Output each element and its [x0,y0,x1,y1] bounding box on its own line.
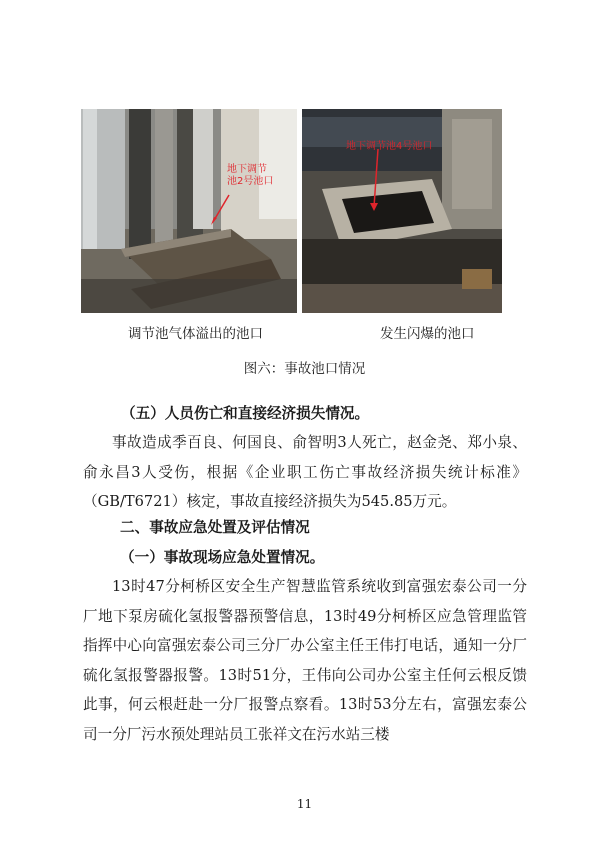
left-photo-annotation-line2: 池2号池口 [227,176,274,187]
photo-overflow-pit [81,109,297,313]
section-two-sub1-body: 13时47分柯桥区安全生产智慧监管系统收到富强宏泰公司一分厂地下泵房硫化氢报警器预警信息，13时49分柯桥区应急管理监管指挥中心向富强宏泰公司三分厂办公室主任王伟打电话，通知一分厂硫化氢报警器报警。13时51分，王伟向公司办公室主任何云根反馈此事，何云根赶赴一分厂报警点察看。13时53分左右，富强宏泰公司一分厂污水预处理站员工张祥文在污水站三楼 [83,578,527,743]
right-photo-caption: 发生闪爆的池口 [380,326,475,342]
section5-heading: （五）人员伤亡和直接经济损失情况。 [121,405,370,422]
section5-body: 事故造成季百良、何国良、俞智明3人死亡，赵金尧、郑小泉、俞永昌3人受伤，根据《企业职工伤亡事故经济损失统计标准》（GB/T6721）核定，事故直接经济损失为545.85万元。 [83,434,527,510]
photo-flash-explosion-pit [302,109,502,313]
section-two-sub1-heading: （一）事故现场应急处置情况。 [120,549,325,566]
right-photo-annotation: 地下调节池4号池口 [346,141,433,152]
page-number: 11 [296,797,313,811]
section-two-heading: 二、事故应急处置及评估情况 [120,519,310,536]
left-photo-caption: 调节池气体溢出的池口 [128,326,263,342]
figure-title: 图六：事故池口情况 [243,361,366,377]
photo-overflow-pit-image [81,109,297,313]
left-photo-annotation-line1: 地下调节 [227,164,267,175]
